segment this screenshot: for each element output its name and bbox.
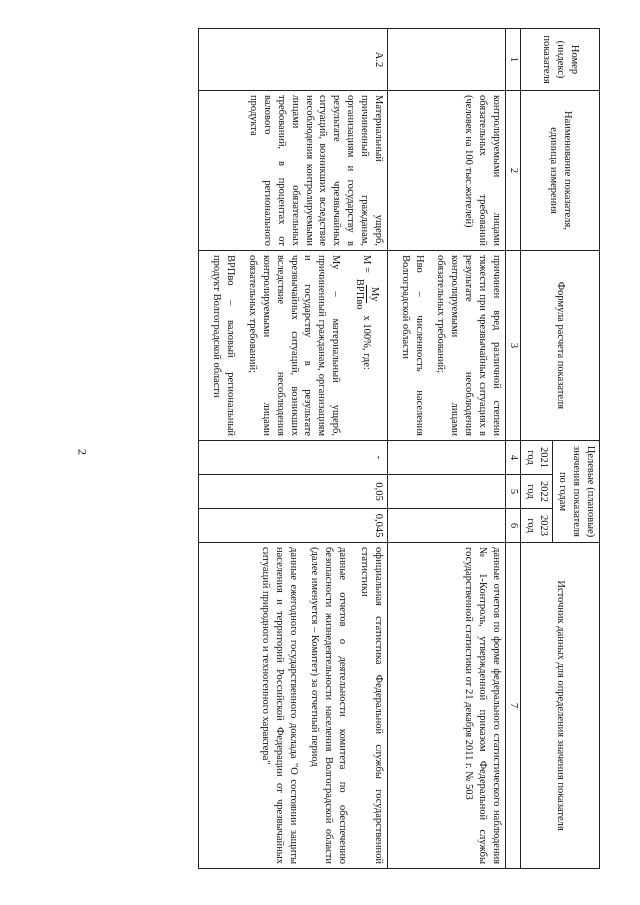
header-formula: Формула расчета показателя <box>520 251 599 441</box>
cell-name: контролируемыми лицами обязательных требований (человек на 100 тыс.жителей) <box>387 91 505 251</box>
source-text: данные отчетов о деятельности комитета по обеспечению безопасности жизнедеятельности населения Волгоградской области (далее именуется – Комитет) за отчетный период <box>309 547 349 865</box>
header-by-years: по годам <box>557 471 569 512</box>
indicators-table <box>198 28 600 869</box>
column-index: 6 <box>505 509 520 543</box>
header-targets <box>553 441 600 543</box>
cell-formula <box>387 251 505 441</box>
formula-lhs: М = <box>361 255 373 273</box>
cell-value-2022: 0,05 <box>199 475 387 509</box>
header-targets-label: Целевые (плановые) значения показателя <box>571 445 596 538</box>
column-index-row <box>505 29 520 869</box>
cell-source <box>199 543 387 869</box>
formula-text: ВРПво – валовый региональный продукт Волгоградской области <box>211 255 237 436</box>
column-index: 5 <box>505 475 520 509</box>
column-index: 4 <box>505 441 520 475</box>
column-index: 7 <box>505 543 520 869</box>
formula-denominator: ВРПво <box>353 278 365 310</box>
source-text: официальная статистика Федеральной службы государственной статистики <box>358 547 384 865</box>
cell-name: Материальный ущерб, причиненный гражданам, организациям и государству в результате чрезвычайных ситуаций, возникших вследствие несоблюдения контролируемыми лицами обязательных требований, в процентах от валового регионального продукта <box>199 91 387 251</box>
table-row-continuation <box>387 29 505 869</box>
cell-index <box>387 29 505 91</box>
cell-value-2023 <box>387 509 505 543</box>
header-year-2023: 2023 год <box>520 509 553 543</box>
header-year-2022: 2022 год <box>520 475 553 509</box>
formula-text: Нво – численность населения Волгоградской области <box>399 255 425 436</box>
formula-text: причинен вред различной степени тяжести при чрезвычайных ситуациях в результате несоблюдения контролируемыми лицами обязательных требований; <box>435 255 502 436</box>
column-index: 3 <box>505 251 520 441</box>
formula-numerator: Му <box>366 285 381 303</box>
formula-fraction <box>352 277 381 312</box>
cell-index: А.2 <box>199 29 387 91</box>
column-index: 2 <box>505 91 520 251</box>
source-text: данные ежегодного государственного доклада "О состоянии защиты населения и территорий Российской Федерации от чрезвычайных ситуаций природного и техногенного характера" <box>259 547 299 865</box>
page-number: 2 <box>75 449 90 455</box>
rotated-table-page <box>40 28 600 868</box>
cell-source: данные отчетов по форме федерального статистического наблюдения № 1-Контроль, утвержденной приказом Федеральной службы государственной статистики от 21 декабря 2011 г. № 503 <box>387 543 505 869</box>
cell-formula <box>199 251 387 441</box>
formula-rhs: x 100%, где: <box>361 315 373 370</box>
header-index: Номер (индекс) показателя <box>520 29 599 91</box>
header-name: Наименование показателя, единица измерения <box>520 91 599 251</box>
header-source: Источник данных для определения значения показателя <box>520 543 599 869</box>
cell-value-2022 <box>387 475 505 509</box>
cell-value-2021: - <box>199 441 387 475</box>
formula-text: Му – материальный ущерб, причиненный гражданам, организациям и государству в результате чрезвычайных ситуаций, возникших вследствие несоблюдения контролируемыми лицами обязательных требований; <box>246 255 342 436</box>
column-index: 1 <box>505 29 520 91</box>
header-year-2021: 2021 год <box>520 441 553 475</box>
cell-value-2023: 0,045 <box>199 509 387 543</box>
cell-value-2021 <box>387 441 505 475</box>
formula-expression <box>352 255 381 436</box>
table-row-a2 <box>199 29 387 869</box>
